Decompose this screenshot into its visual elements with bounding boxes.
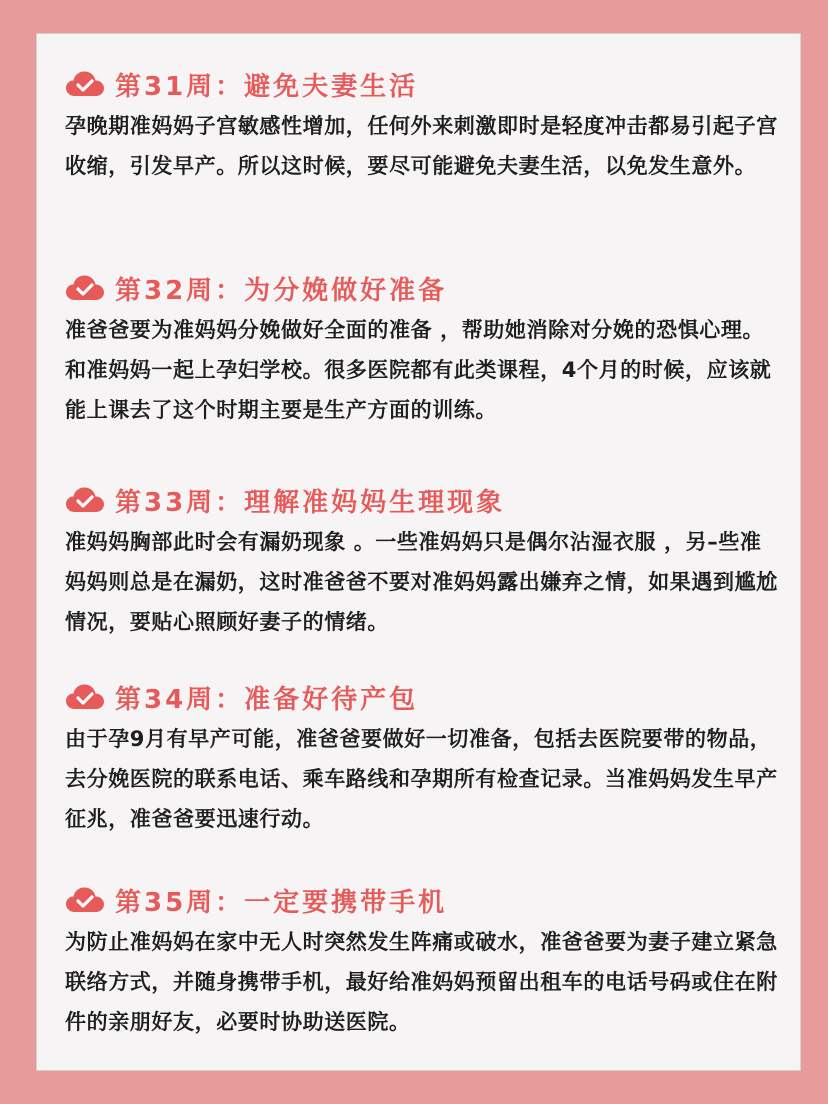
section-body: 为防止准妈妈在家中无人时突然发生阵痛或破水，准爸爸要为妻子建立紧急联络方式，并随身携带手机，最好给准妈妈预留出租车的电话号码或住在附件的亲朋好友，必要时协助送医院。 <box>65 930 778 1034</box>
section-body: 孕晚期准妈妈子宫敏感性增加，任何外来刺激即时是轻度冲击都易引起子宫收缩，引发早产。所以这时候，要尽可能避免夫妻生活，以免发生意外。 <box>65 114 778 178</box>
section-heading <box>65 64 780 104</box>
section-heading <box>65 677 780 717</box>
cloud-check-icon <box>65 70 105 98</box>
section-body: 由于孕9月有早产可能，准爸爸要做好一切准备，包括去医院要带的物品，去分娩医院的联系电话、乘车路线和孕期所有检查记录。当准妈妈发生早产征兆，准爸爸要迅速行动。 <box>65 727 778 831</box>
section-heading <box>65 480 780 520</box>
section-heading <box>65 268 780 308</box>
section-body: 准爸爸要为准妈妈分娩做好全面的准备 ，帮助她消除对分娩的恐惧心理。和准妈妈一起上孕妇学校。很多医院都有此类课程，4个月的时候，应该就能上课去了这个时期主要是生产方面的训练。 <box>65 318 772 422</box>
section-title: 第31周：避免夫妻生活 <box>115 71 419 102</box>
section-week-31 <box>65 64 780 186</box>
section-week-34 <box>65 677 780 839</box>
section-body: 准妈妈胸部此时会有漏奶现象 。一些准妈妈只是偶尔沾湿衣服 ，另–些准妈妈则总是在漏奶，这时准爸爸不要对准妈妈露出嫌弃之情，如果遇到尴尬情况，要贴心照顾好妻子的情绪。 <box>65 530 778 634</box>
cloud-check-icon <box>65 274 105 302</box>
cloud-check-icon <box>65 886 105 914</box>
section-title: 第32周：为分娩做好准备 <box>115 275 448 306</box>
section-week-35 <box>65 880 780 1042</box>
section-title: 第34周：准备好待产包 <box>115 684 419 715</box>
section-week-33 <box>65 480 780 642</box>
content-card <box>36 33 801 1071</box>
section-title: 第35周：一定要携带手机 <box>115 887 448 918</box>
section-heading <box>65 880 780 920</box>
section-week-32 <box>65 268 780 430</box>
cloud-check-icon <box>65 486 105 514</box>
cloud-check-icon <box>65 683 105 711</box>
section-title: 第33周：理解准妈妈生理现象 <box>115 487 506 518</box>
